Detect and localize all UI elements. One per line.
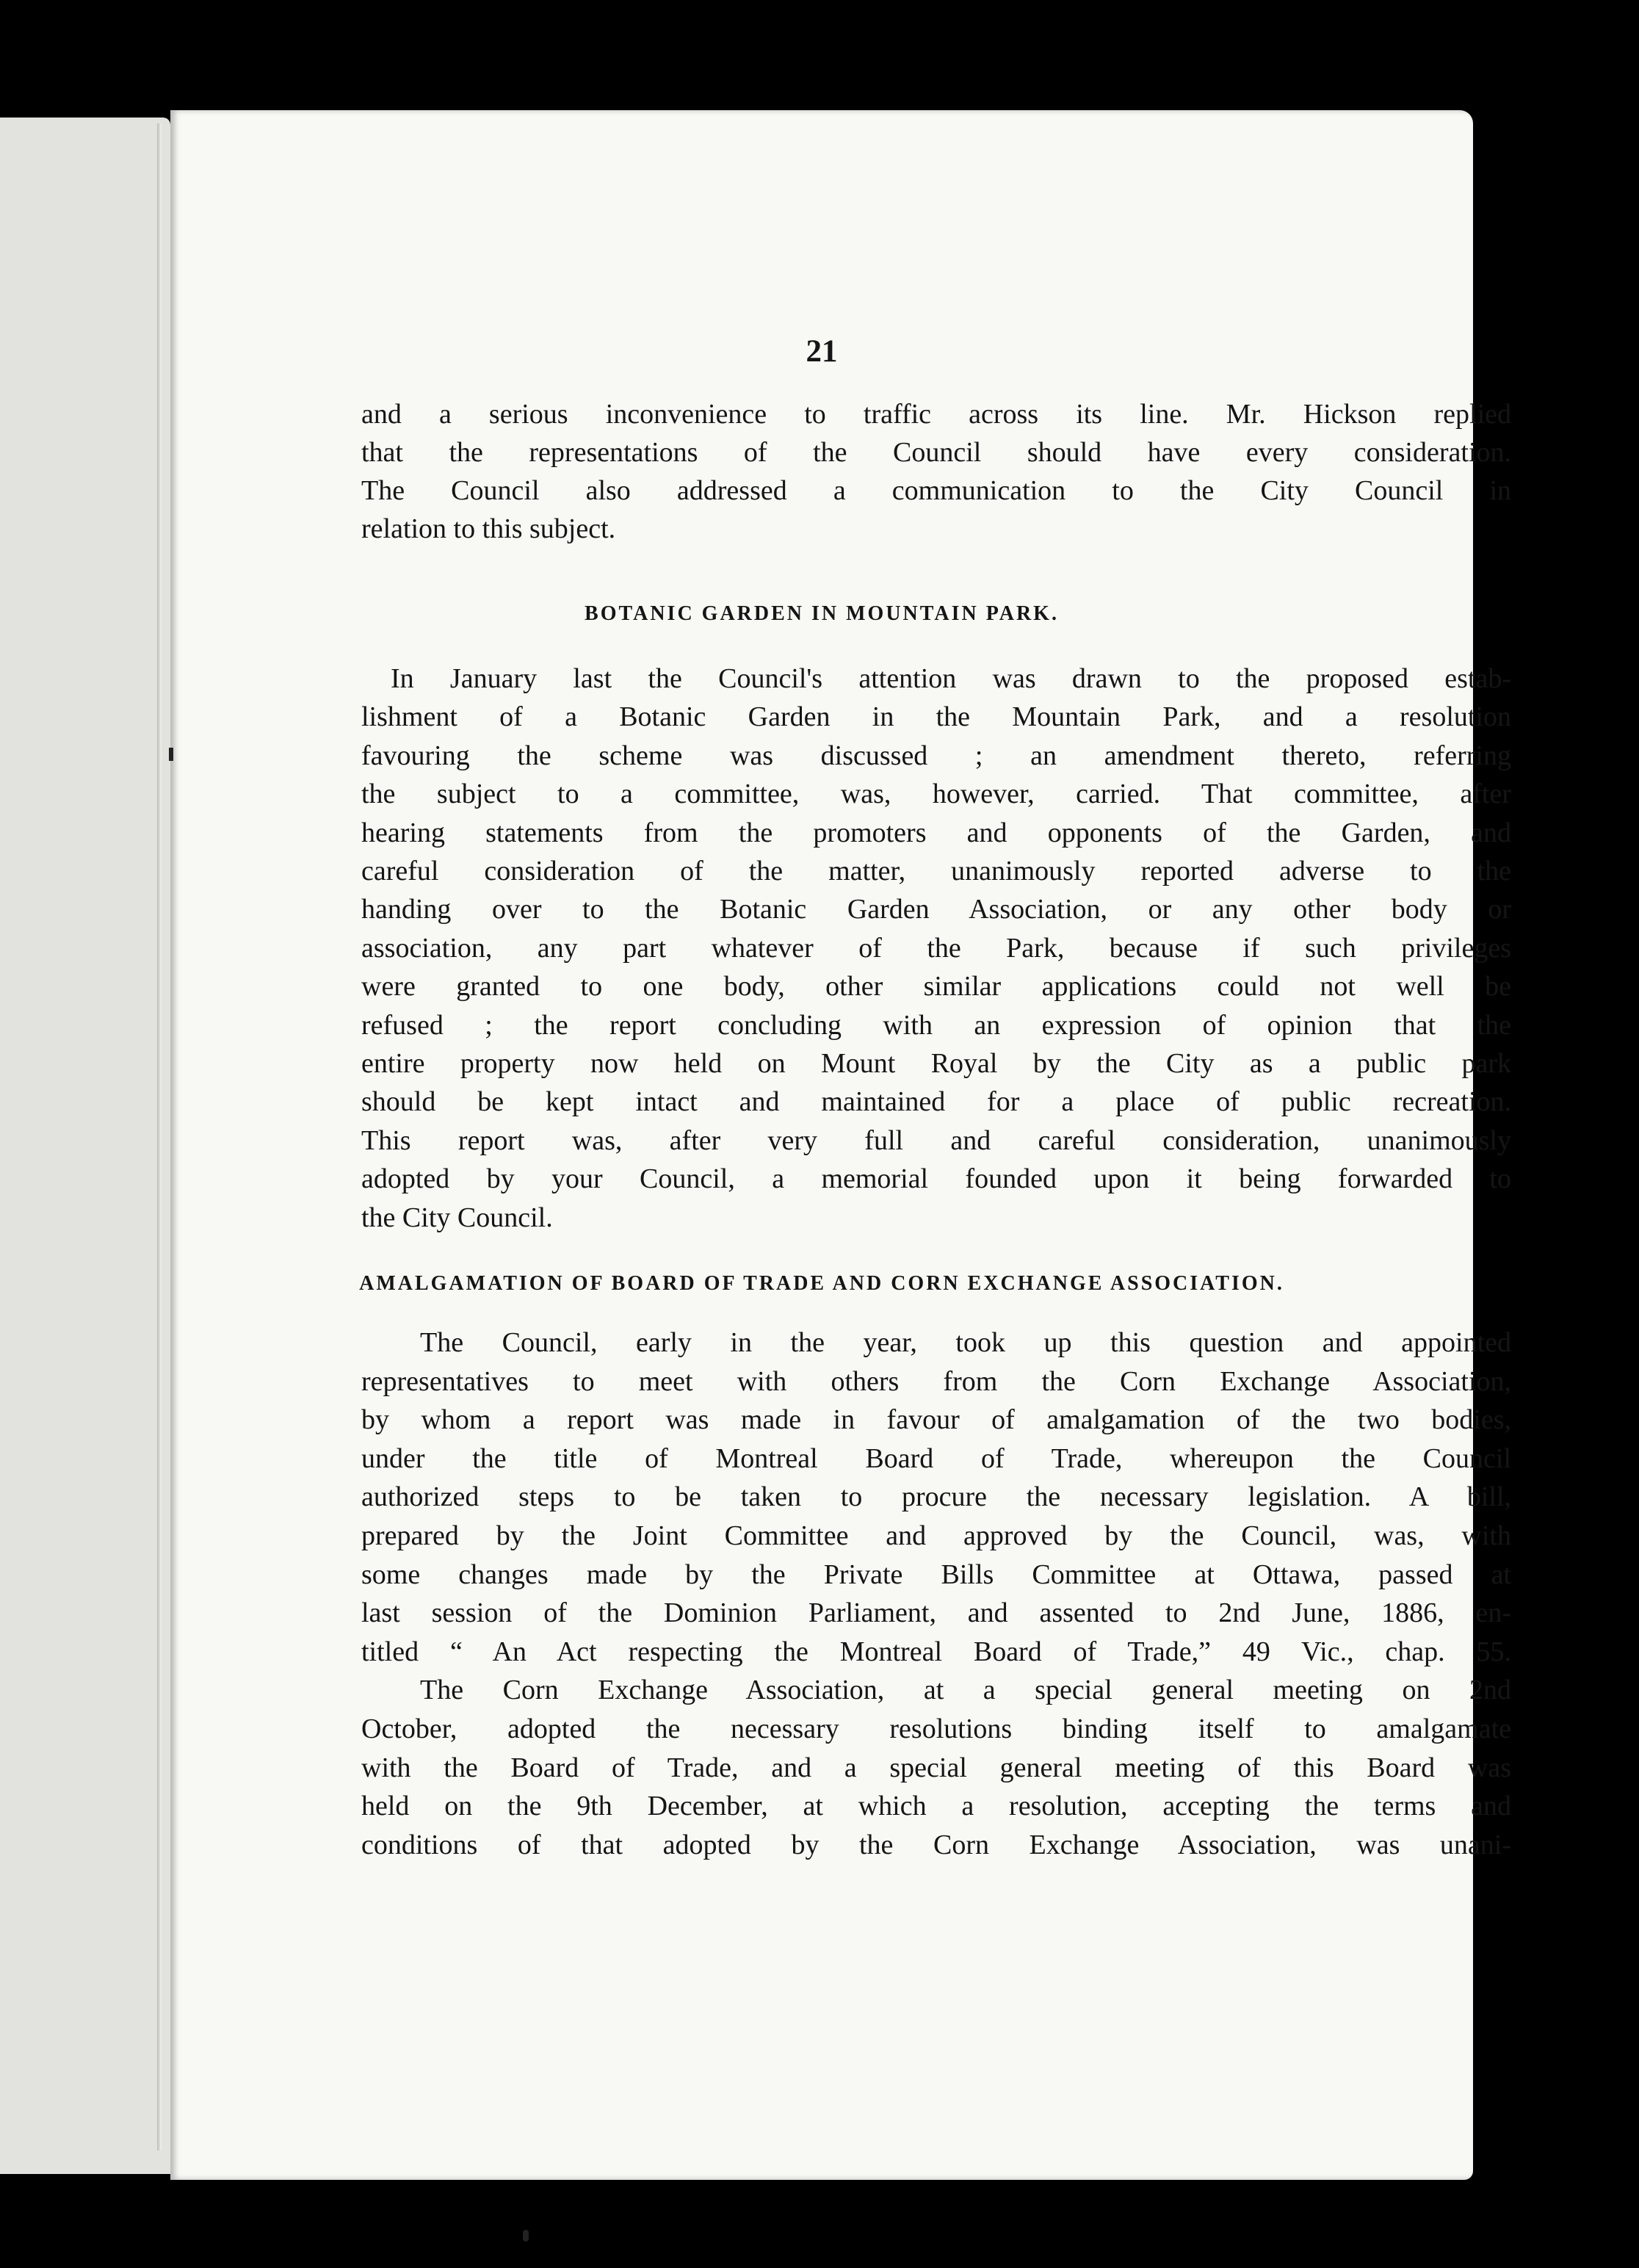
text-line: under the title of Montreal Board of Trade, whereupon the Council	[361, 1442, 1511, 1474]
text-line: The Corn Exchange Association, at a special general meeting on 2nd	[420, 1675, 1511, 1706]
text-line: held on the 9th December, at which a resolution, accepting the terms and	[361, 1791, 1511, 1822]
text-line: The Council, early in the year, took up this question and appointed	[420, 1327, 1511, 1358]
text-line: some changes made by the Private Bills Committee at Ottawa, passed at	[361, 1559, 1511, 1590]
text-line: should be kept intact and maintained for a place of public recreation.	[361, 1086, 1511, 1118]
text-line: association, any part whatever of the Park, because if such privileges	[361, 932, 1511, 964]
speck-mark	[169, 748, 173, 761]
text-line: with the Board of Trade, and a special general meeting of this Board was	[361, 1752, 1511, 1783]
text-line: adopted by your Council, a memorial founded upon it being forwarded to	[361, 1163, 1511, 1195]
text-line: favouring the scheme was discussed ; an amendment thereto, referring	[361, 740, 1511, 771]
text-line: the City Council.	[361, 1202, 553, 1233]
text-line: In January last the Council's attention was drawn to the proposed estab-	[391, 663, 1511, 694]
text-line: entire property now held on Mount Royal by the City as a public park	[361, 1048, 1511, 1079]
text-line: The Council also addressed a communication to the City Council in	[361, 475, 1511, 506]
text-line: October, adopted the necessary resolutions binding itself to amalgamate	[361, 1713, 1511, 1744]
text-line: careful consideration of the matter, unanimously reported adverse to the	[361, 856, 1511, 886]
text-line: were granted to one body, other similar applications could not well be	[361, 971, 1511, 1003]
text-line: titled “ An Act respecting the Montreal Board of Trade,” 49 Vic., chap. 55.	[361, 1636, 1511, 1667]
page-number: 21	[806, 334, 838, 369]
text-line: the subject to a committee, was, however, carried. That committee, after	[361, 779, 1511, 810]
text-line: representatives to meet with others from the Corn Exchange Association,	[361, 1365, 1511, 1397]
speck-mark	[523, 2230, 529, 2242]
text-line: and a serious inconvenience to traffic across its line. Mr. Hickson replied	[361, 399, 1511, 430]
text-line: by whom a report was made in favour of amalgamation of the two bodies,	[361, 1404, 1511, 1436]
book-page	[170, 110, 1511, 2180]
text-line: handing over to the Botanic Garden Association, or any other body or	[361, 894, 1511, 925]
text-line: that the representations of the Council should have every consideration.	[361, 437, 1511, 468]
text-line: conditions of that adopted by the Corn Exchange Association, was unani-	[361, 1829, 1511, 1860]
text-line: hearing statements from the promoters and opponents of the Garden, and	[361, 817, 1511, 848]
text-line: authorized steps to be taken to procure the necessary legislation. A bill,	[361, 1481, 1511, 1513]
text-line: lishment of a Botanic Garden in the Mountain Park, and a resolution	[361, 701, 1511, 733]
text-line: relation to this subject.	[361, 513, 616, 544]
section-heading: AMALGAMATION OF BOARD OF TRADE AND CORN EXCHANGE ASSOCIATION.	[359, 1272, 1284, 1295]
left-page-edge	[0, 118, 170, 2174]
page-gutter	[157, 123, 162, 2150]
text-line: prepared by the Joint Committee and approved by the Council, was, with	[361, 1520, 1511, 1551]
text-line: This report was, after very full and careful consideration, unanimously	[361, 1124, 1511, 1156]
text-line: refused ; the report concluding with an expression of opinion that the	[361, 1009, 1511, 1041]
text-line: last session of the Dominion Parliament, and assented to 2nd June, 1886, en-	[361, 1597, 1511, 1629]
section-heading: BOTANIC GARDEN IN MOUNTAIN PARK.	[585, 602, 1059, 625]
